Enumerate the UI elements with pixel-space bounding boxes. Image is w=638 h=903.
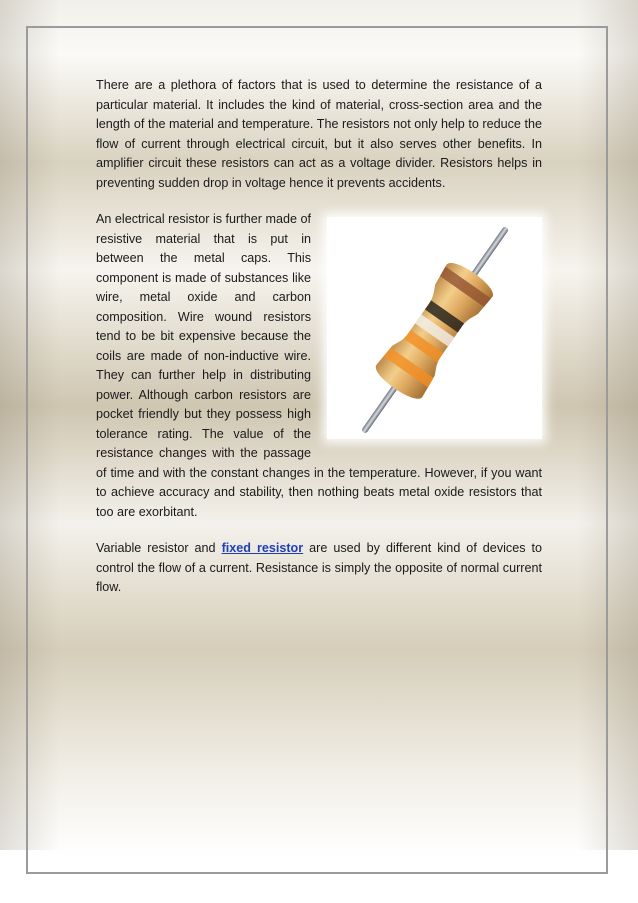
paragraph3-text-end: are used by different kind of devices to control the flow of a current. Resistance is simply the opposite of normal current flow. (96, 541, 543, 594)
document-body (96, 76, 542, 615)
paragraph3-text-start: Variable resistor and (96, 541, 222, 555)
fixed-resistor-link[interactable]: fixed resistor (221, 541, 304, 555)
paragraph-resistor-construction: An electrical resistor is further made of resistive material that is put in between the metal caps. This component is made of substances like wire, metal oxide and carbon composition. Wire wound resistors tend to be bit expensive because the coils are made of non-inductive wire. They can further help in distributing power. Although carbon resistors are pocket friendly but they possess high tolerance rating. The value of the resistance changes with the passage of time and with the constant changes in the temperature. However, if you want to achieve accuracy and stability, then nothing beats metal oxide resistors that too are exorbitant. (96, 212, 542, 519)
paragraph-resistance-factors: There are a plethora of factors that is used to determine the resistance of a particular material. It includes the kind of material, cross-section area and the length of the material and temperature. The resistors not only help to reduce the flow of current through electrical circuit, but it also serves other benefits. In amplifier circuit these resistors can act as a voltage divider. Resistors helps in preventing sudden drop in voltage hence it prevents accidents. (96, 78, 542, 190)
resistor-icon (327, 217, 542, 439)
resistor-image (327, 217, 542, 439)
paragraph-variable-fixed (96, 539, 542, 598)
